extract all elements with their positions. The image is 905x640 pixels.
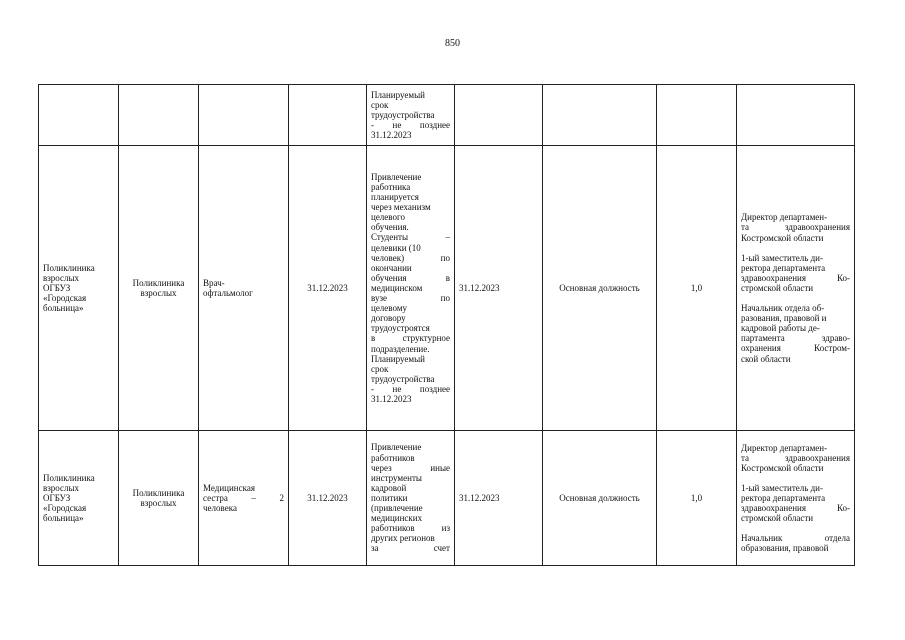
text-line: целевики (10 xyxy=(371,242,421,253)
text-line: Привлечение xyxy=(371,171,422,182)
word: по xyxy=(440,293,450,304)
text-line: кадровой работы де- xyxy=(741,323,820,334)
text-line: окончании xyxy=(371,262,412,273)
text-line: офтальмолог xyxy=(203,288,253,298)
responsible-paragraph xyxy=(741,253,850,293)
text-line xyxy=(741,533,850,543)
text-line xyxy=(371,543,450,553)
staffing-measures-table xyxy=(38,84,855,566)
rate-cell: 1,0 xyxy=(657,431,737,566)
rate-cell: 1,0 xyxy=(657,146,737,431)
word: Ко- xyxy=(836,272,850,283)
word: - xyxy=(371,383,374,394)
date-cell: 31.12.2023 xyxy=(455,431,543,566)
text-line: человека xyxy=(203,503,237,514)
text-line xyxy=(371,333,450,343)
text-line xyxy=(371,253,450,263)
text-line: целевому xyxy=(371,303,408,314)
text-line: Поликлиника xyxy=(43,472,95,483)
text-line: Медицинская xyxy=(203,482,255,493)
unit-cell xyxy=(119,431,199,566)
text-line: «Городская xyxy=(43,503,87,514)
text-line: Директор департамен- xyxy=(741,212,828,223)
word: позднее xyxy=(419,120,450,131)
text-line: взрослых xyxy=(140,498,177,508)
word: работников xyxy=(371,523,415,534)
text-line: Костромской области xyxy=(741,462,824,473)
table-row xyxy=(39,431,855,566)
text-line: ской области xyxy=(741,353,791,364)
text-line: 1-ый заместитель ди- xyxy=(741,252,823,263)
deadline-cell: 31.12.2023 xyxy=(289,431,367,566)
unit-cell xyxy=(119,85,199,146)
text-line: обучения. xyxy=(371,222,409,233)
text-line xyxy=(741,503,850,513)
text-line xyxy=(203,493,284,503)
text-line: срок xyxy=(371,99,389,110)
measure-cell xyxy=(367,146,455,431)
text-line: Привлечение xyxy=(371,442,422,453)
text-line xyxy=(741,273,850,283)
institution-cell xyxy=(39,85,119,146)
word: обучения xyxy=(371,272,407,283)
word: позднее xyxy=(419,383,450,394)
text-line xyxy=(371,120,450,130)
word: отдела xyxy=(824,533,850,544)
rate-cell xyxy=(657,85,737,146)
responsible-cell xyxy=(737,85,855,146)
responsible-paragraph xyxy=(741,303,850,364)
word: здравоохранения xyxy=(741,503,807,514)
text-line: ОГБУЗ xyxy=(43,492,71,503)
word: не xyxy=(392,383,402,394)
text-line: ректора департамента xyxy=(741,262,826,273)
word: Ко- xyxy=(836,503,850,514)
date-cell xyxy=(455,85,543,146)
text-line: ректора департамента xyxy=(741,492,826,503)
text-line xyxy=(741,333,850,343)
text-line: целевого xyxy=(371,212,405,223)
word: вузе xyxy=(371,293,387,304)
text-line xyxy=(371,273,450,283)
text-line: Планируемый xyxy=(371,89,425,100)
word: счет xyxy=(433,543,450,554)
word: иные xyxy=(430,462,450,473)
deadline-cell: 31.12.2023 xyxy=(289,146,367,431)
responsible-paragraph xyxy=(741,533,850,553)
word: структурное xyxy=(402,333,450,344)
text-line: «Городская xyxy=(43,293,87,304)
word: – xyxy=(251,492,256,503)
text-line: работника xyxy=(371,182,411,193)
word: не xyxy=(392,120,402,131)
text-line: работников xyxy=(371,452,415,463)
text-line: трудоустройства xyxy=(371,109,435,120)
word: - xyxy=(371,120,374,131)
text-line: других регионов xyxy=(371,533,435,544)
word: – xyxy=(445,232,450,243)
word: здравоохранения xyxy=(784,452,850,463)
table-row xyxy=(39,146,855,431)
word: партамента xyxy=(741,333,785,344)
text-line: трудоустройства xyxy=(371,373,435,384)
responsible-paragraph xyxy=(741,212,850,242)
text-line: Директор департамен- xyxy=(741,442,828,453)
text-line xyxy=(371,293,450,303)
text-line: инструменты xyxy=(371,472,422,483)
word: 2 xyxy=(279,492,284,503)
text-line: больница» xyxy=(43,303,84,314)
responsible-cell xyxy=(737,431,855,566)
text-line: Начальник отдела об- xyxy=(741,303,825,314)
text-line: Врач- xyxy=(203,277,225,288)
text-line: ОГБУЗ xyxy=(43,282,71,293)
text-line xyxy=(741,453,850,463)
position-cell xyxy=(199,431,289,566)
word: Костром- xyxy=(814,343,850,354)
word: здравоохранения xyxy=(784,222,850,233)
responsible-cell xyxy=(737,146,855,431)
word: та xyxy=(741,452,750,463)
text-line: планируется xyxy=(371,192,419,203)
text-line: медицинском xyxy=(371,282,423,293)
text-line xyxy=(371,232,450,242)
text-line: стромской области xyxy=(741,282,814,293)
text-line: Поликлиника xyxy=(132,277,185,288)
text-line xyxy=(741,222,850,232)
word: здраво- xyxy=(821,333,850,344)
text-line: стромской области xyxy=(741,513,814,524)
word: та xyxy=(741,222,750,233)
text-line: 31.12.2023 xyxy=(371,393,412,404)
table-row xyxy=(39,85,855,146)
position-cell xyxy=(199,85,289,146)
text-line: Планируемый xyxy=(371,353,425,364)
text-line: срок xyxy=(371,363,389,374)
page-number: 850 xyxy=(445,38,460,49)
position-type-cell: Основная должность xyxy=(543,431,657,566)
text-line: Поликлиника xyxy=(43,262,95,273)
text-line: больница» xyxy=(43,513,84,524)
text-line: разования, правовой и xyxy=(741,313,827,324)
measure-cell xyxy=(367,85,455,146)
text-line: политики xyxy=(371,492,408,503)
text-line: взрослых xyxy=(43,272,80,283)
text-line: трудоустроятся xyxy=(371,323,430,334)
position-type-cell: Основная должность xyxy=(543,146,657,431)
date-cell: 31.12.2023 xyxy=(455,146,543,431)
position-type-cell xyxy=(543,85,657,146)
text-line xyxy=(371,523,450,533)
text-line: взрослых xyxy=(43,482,80,493)
word: в xyxy=(371,333,376,344)
text-line: взрослых xyxy=(140,288,177,298)
word: через xyxy=(371,462,392,473)
word: сестра xyxy=(203,492,228,503)
text-line: подразделение. xyxy=(371,343,430,354)
text-line xyxy=(371,463,450,473)
text-line: медицинских xyxy=(371,513,423,524)
position-cell xyxy=(199,146,289,431)
word: за xyxy=(371,543,379,554)
measure-cell xyxy=(367,431,455,566)
responsible-paragraph xyxy=(741,443,850,473)
unit-cell xyxy=(119,146,199,431)
text-line xyxy=(371,384,450,394)
text-line: Костромской области xyxy=(741,232,824,243)
text-line: договору xyxy=(371,313,406,324)
institution-cell xyxy=(39,146,119,431)
word: охранения xyxy=(741,343,781,354)
text-line: Поликлиника xyxy=(132,487,185,498)
text-line: 31.12.2023 xyxy=(371,130,412,141)
text-line: (привлечение xyxy=(371,503,423,514)
word: из xyxy=(441,523,450,534)
text-line: через механизм xyxy=(371,202,431,213)
word: Начальник xyxy=(741,533,783,544)
text-line: 1-ый заместитель ди- xyxy=(741,482,823,493)
text-line: образования, правовой xyxy=(741,543,829,554)
word: человек) xyxy=(371,252,405,263)
word: по xyxy=(440,252,450,263)
word: здравоохранения xyxy=(741,272,807,283)
word: Студенты xyxy=(371,232,409,243)
institution-cell xyxy=(39,431,119,566)
text-line: кадровой xyxy=(371,482,407,493)
word: в xyxy=(445,272,450,283)
text-line xyxy=(741,343,850,353)
responsible-paragraph xyxy=(741,483,850,523)
deadline-cell xyxy=(289,85,367,146)
